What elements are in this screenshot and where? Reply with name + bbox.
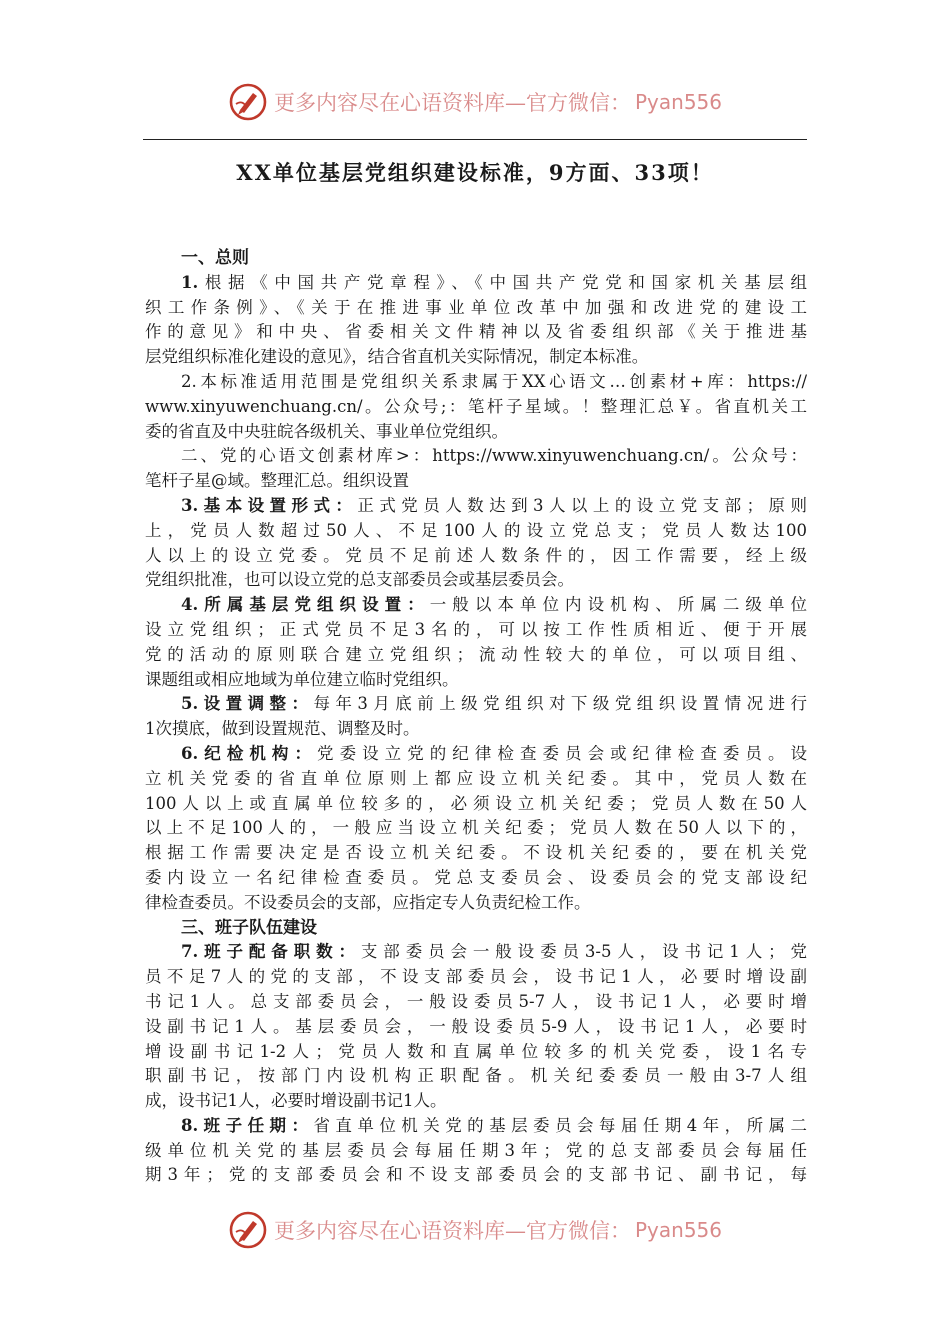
bold-label: 7.班子配备职数： [181, 942, 361, 962]
text-run: 省直单位机关党的基层委员会每届任期4年，所属二 [313, 1115, 807, 1135]
pen-logo-icon [228, 82, 268, 122]
text-line [145, 792, 807, 817]
text-run: 律检查委员。不设委员会的支部，应指定专人负责纪检工作。 [145, 892, 591, 912]
text-run: 二、党的心语文创素材库>：https://www.xinyuwenchuang.cn/。公众号： [181, 446, 807, 466]
header-banner [0, 80, 950, 124]
text-run: 党的活动的原则联合建立党组织；流动性较大的单位，可以项目组、 [145, 644, 807, 664]
bold-label: 3.基本设置形式： [181, 495, 358, 515]
text-line [145, 841, 807, 866]
text-line [145, 296, 807, 321]
banner-text: 更多内容尽在心语资料库—官方微信： [273, 1219, 631, 1243]
text-run: 织工作条例》、《关于在推进事业单位改革中加强和改进党的建设工 [145, 297, 807, 317]
bold-label: 1. [181, 272, 199, 292]
pen-logo-icon [228, 1210, 268, 1250]
text-run: 设副书记1人。基层委员会，一般设委员5-9人，设书记1人，必要时 [145, 1016, 807, 1036]
text-line [145, 965, 807, 990]
text-line [145, 1040, 807, 1065]
text-line [145, 1139, 807, 1164]
text-line [145, 320, 807, 345]
text-run: 成，设书记1人，必要时增设副书记1人。 [145, 1091, 447, 1111]
text-run: 根据《中国共产党章程》、《中国共产党党和国家机关基层组 [198, 272, 807, 292]
text-run: www.xinyuwenchuang.cn/。公众号;：笔杆子星域。！整理汇总￥。省直机关工 [145, 396, 807, 416]
header-divider [143, 139, 807, 140]
text-line [145, 692, 807, 717]
text-line [145, 593, 807, 618]
text-run: 正式党员人数达到3人以上的设立党支部；原则 [357, 495, 807, 515]
banner-text: 更多内容尽在心语资料库—官方微信： [273, 91, 631, 115]
text-run: 以上不足100人的，一般应当设立机关纪委；党员人数在50人以下的， [145, 818, 807, 838]
text-run: 层党组织标准化建设的意见》，结合省直机关实际情况，制定本标准。 [145, 347, 649, 367]
footer-banner [0, 1208, 950, 1252]
text-line [145, 544, 807, 569]
bold-label: 三、班子队伍建设 [181, 917, 317, 938]
text-run: 设立党组织；正式党员不足3名的，可以按工作性质相近、便于开展 [145, 619, 807, 639]
text-run: 期3年；党的支部委员会和不设支部委员会的支部书记、副书记，每 [145, 1165, 807, 1185]
text-line [145, 717, 807, 742]
text-line [145, 891, 807, 916]
banner-wechat-id: Pyan556 [634, 90, 722, 114]
text-run: 上，党员人数超过50人、不足100人的设立党总支；党员人数达100 [145, 520, 807, 540]
text-line [145, 1089, 807, 1114]
text-run: 委的省直及中央驻皖各级机关、事业单位党组织。 [145, 421, 508, 441]
text-line [145, 816, 807, 841]
text-run: 党委设立党的纪律检查委员会或纪律检查委员。设 [317, 743, 807, 763]
text-line [145, 420, 807, 445]
text-line [145, 519, 807, 544]
text-line [145, 469, 807, 494]
section-heading [145, 916, 807, 941]
text-run: 一般以本单位内设机构、所属二级单位 [429, 595, 807, 615]
text-run: 每年3月底前上级党组织对下级党组织设置情况进行 [313, 694, 807, 714]
text-line [145, 1114, 807, 1139]
text-run: 课题组或相应地域为单位建立临时党组织。 [145, 669, 459, 689]
text-line [145, 643, 807, 668]
text-line [145, 767, 807, 792]
text-line [145, 668, 807, 693]
text-run: 100人以上或直属单位较多的，必须设立机关纪委；党员人数在50人 [145, 793, 807, 813]
text-line [145, 444, 807, 469]
text-run: 人以上的设立党委。党员不足前述人数条件的，因工作需要，经上级 [145, 545, 807, 565]
text-run: 委内设立一名纪律检查委员。党总支委员会、设委员会的党支部设纪 [145, 867, 807, 887]
bold-label: 一、总则 [181, 248, 249, 268]
text-run: 级单位机关党的基层委员会每届任期3年；党的总支部委员会每届任 [145, 1140, 807, 1160]
text-run: 职副书记，按部门内设机构正职配备。机关纪委委员一般由3-7人组 [145, 1066, 807, 1086]
bold-label: 8.班子任期： [181, 1115, 314, 1135]
text-line [145, 395, 807, 420]
text-line [145, 990, 807, 1015]
text-line [145, 742, 807, 767]
document-body [145, 246, 807, 1188]
text-run: 笔杆子星@域。整理汇总。组织设置 [145, 471, 409, 491]
text-line [145, 271, 807, 296]
text-run: 2.本标准适用范围是党组织关系隶属于XX心语文…创素材+库：https:// [181, 371, 807, 391]
text-run: 1次摸底，做到设置规范、调整及时。 [145, 719, 420, 739]
document-title: XX单位基层党组织建设标准，9方面、33项！ [236, 160, 714, 185]
text-run: 书记1人。总支部委员会，一般设委员5-7人，设书记1人，必要时增 [145, 991, 807, 1011]
bold-label: 4.所属基层党组织设置： [181, 595, 430, 615]
text-run: 立机关党委的省直单位原则上都应设立机关纪委。其中，党员人数在 [145, 768, 807, 788]
text-line [145, 345, 807, 370]
text-run: 支部委员会一般设委员3-5人，设书记1人；党 [360, 942, 807, 962]
text-run: 员不足7人的党的支部，不设支部委员会，设书记1人，必要时增设副 [145, 967, 807, 987]
text-line [145, 1064, 807, 1089]
banner-wechat-id: Pyan556 [634, 1218, 722, 1242]
text-line [145, 866, 807, 891]
bold-label: 6.纪检机构： [181, 743, 318, 763]
text-line [145, 940, 807, 965]
text-run: 增设副书记1-2人；党员人数和直属单位较多的机关党委，设1名专 [145, 1041, 807, 1061]
text-line [145, 370, 807, 395]
text-run: 根据工作需要决定是否设立机关纪委。不设机关纪委的，要在机关党 [145, 843, 807, 863]
text-run: 党组织批准，也可以设立党的总支部委员会或基层委员会。 [145, 570, 574, 590]
text-run: 作的意见》和中央、省委相关文件精神以及省委组织部《关于推进基 [145, 322, 807, 342]
bold-label: 5.设置调整： [181, 694, 314, 714]
text-line [145, 568, 807, 593]
text-line [145, 1015, 807, 1040]
text-line [145, 618, 807, 643]
text-line [145, 1163, 807, 1188]
section-heading [145, 246, 807, 271]
text-line [145, 494, 807, 519]
